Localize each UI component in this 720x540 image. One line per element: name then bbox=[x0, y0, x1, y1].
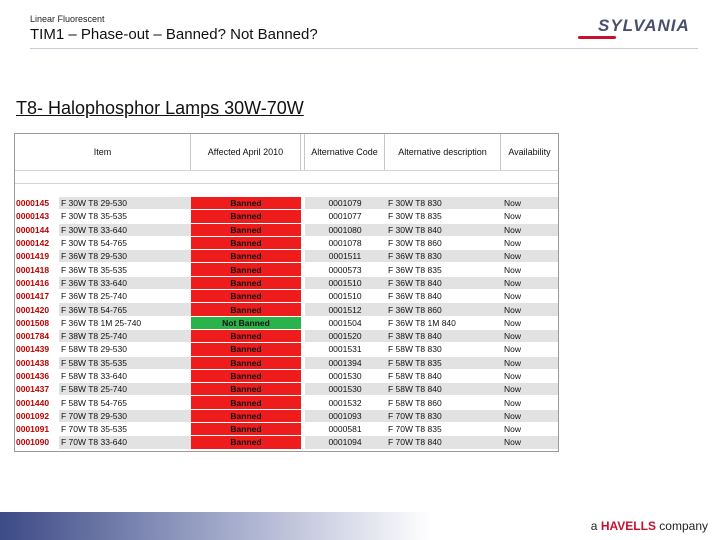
table-row bbox=[15, 262, 558, 275]
table-row bbox=[15, 316, 558, 329]
item-name-cell: F 58W T8 33-640 bbox=[59, 370, 191, 382]
header-item: Item bbox=[15, 134, 191, 170]
item-code-cell: 0001418 bbox=[15, 263, 59, 275]
table-row bbox=[15, 236, 558, 249]
item-name-cell: F 36W T8 35-535 bbox=[59, 263, 191, 275]
availability-cell: Now bbox=[501, 237, 558, 249]
item-name-cell: F 70W T8 29-530 bbox=[59, 410, 191, 422]
item-code-cell: 0001417 bbox=[15, 290, 59, 302]
affected-status-cell: Banned bbox=[191, 263, 301, 275]
alternative-description-cell: F 36W T8 1M 840 bbox=[385, 317, 501, 329]
alternative-description-cell: F 36W T8 840 bbox=[385, 290, 501, 302]
footer-band bbox=[0, 512, 720, 540]
alternative-code-cell: 0001532 bbox=[305, 396, 385, 408]
item-code-cell: 0001440 bbox=[15, 396, 59, 408]
alternative-code-cell: 0001530 bbox=[305, 370, 385, 382]
alternative-code-cell: 0001078 bbox=[305, 237, 385, 249]
affected-status-cell: Banned bbox=[191, 277, 301, 289]
item-name-cell: F 38W T8 25-740 bbox=[59, 330, 191, 342]
item-code-cell: 0001419 bbox=[15, 250, 59, 262]
alternative-description-cell: F 70W T8 840 bbox=[385, 436, 501, 448]
table-row bbox=[15, 196, 558, 209]
alternative-description-cell: F 70W T8 835 bbox=[385, 423, 501, 435]
logo-text: SYLVANIA bbox=[598, 16, 690, 35]
affected-status-cell: Banned bbox=[191, 357, 301, 369]
alternative-code-cell: 0001394 bbox=[305, 357, 385, 369]
alternative-code-cell: 0001531 bbox=[305, 343, 385, 355]
phase-out-table bbox=[14, 133, 559, 452]
table-row bbox=[15, 369, 558, 382]
table-row bbox=[15, 249, 558, 262]
item-code-cell: 0000145 bbox=[15, 197, 59, 209]
table-row bbox=[15, 395, 558, 408]
table-row bbox=[15, 289, 558, 302]
item-code-cell: 0001438 bbox=[15, 357, 59, 369]
availability-cell: Now bbox=[501, 383, 558, 395]
table-row bbox=[15, 435, 558, 448]
table-row bbox=[15, 409, 558, 422]
item-name-cell: F 36W T8 1M 25-740 bbox=[59, 317, 191, 329]
item-name-cell: F 36W T8 33-640 bbox=[59, 277, 191, 289]
alternative-code-cell: 0001094 bbox=[305, 436, 385, 448]
alternative-description-cell: F 58W T8 840 bbox=[385, 370, 501, 382]
alternative-description-cell: F 30W T8 840 bbox=[385, 224, 501, 236]
item-code-cell: 0001090 bbox=[15, 436, 59, 448]
alternative-code-cell: 0001080 bbox=[305, 224, 385, 236]
alternative-description-cell: F 30W T8 830 bbox=[385, 197, 501, 209]
item-name-cell: F 30W T8 33-640 bbox=[59, 224, 191, 236]
table-spacer-row bbox=[15, 170, 558, 184]
table-spacer-row bbox=[15, 183, 558, 197]
affected-status-cell: Banned bbox=[191, 396, 301, 408]
table-row bbox=[15, 276, 558, 289]
affected-status-cell: Banned bbox=[191, 330, 301, 342]
availability-cell: Now bbox=[501, 303, 558, 315]
item-code-cell: 0001508 bbox=[15, 317, 59, 329]
alternative-description-cell: F 38W T8 840 bbox=[385, 330, 501, 342]
alternative-code-cell: 0001510 bbox=[305, 290, 385, 302]
alternative-description-cell: F 36W T8 835 bbox=[385, 263, 501, 275]
item-code-cell: 0001420 bbox=[15, 303, 59, 315]
alternative-code-cell: 0001520 bbox=[305, 330, 385, 342]
availability-cell: Now bbox=[501, 290, 558, 302]
table-row bbox=[15, 356, 558, 369]
item-code-cell: 0001092 bbox=[15, 410, 59, 422]
alternative-description-cell: F 58W T8 835 bbox=[385, 357, 501, 369]
tagline-prefix: a bbox=[590, 519, 598, 533]
affected-status-cell: Banned bbox=[191, 423, 301, 435]
affected-status-cell: Banned bbox=[191, 250, 301, 262]
table-row bbox=[15, 342, 558, 355]
item-name-cell: F 30W T8 35-535 bbox=[59, 210, 191, 222]
alternative-code-cell: 0000581 bbox=[305, 423, 385, 435]
item-name-cell: F 30W T8 29-530 bbox=[59, 197, 191, 209]
item-name-cell: F 36W T8 54-765 bbox=[59, 303, 191, 315]
item-code-cell: 0001437 bbox=[15, 383, 59, 395]
availability-cell: Now bbox=[501, 436, 558, 448]
item-name-cell: F 36W T8 29-530 bbox=[59, 250, 191, 262]
title-rule bbox=[30, 48, 698, 49]
alternative-code-cell: 0001504 bbox=[305, 317, 385, 329]
item-name-cell: F 58W T8 29-530 bbox=[59, 343, 191, 355]
affected-status-cell: Banned bbox=[191, 303, 301, 315]
table-row bbox=[15, 209, 558, 222]
header-affected: Affected April 2010 bbox=[191, 134, 301, 170]
item-code-cell: 0000143 bbox=[15, 210, 59, 222]
alternative-description-cell: F 36W T8 840 bbox=[385, 277, 501, 289]
affected-status-cell: Banned bbox=[191, 383, 301, 395]
table-row bbox=[15, 422, 558, 435]
affected-status-cell: Not Banned bbox=[191, 317, 301, 329]
availability-cell: Now bbox=[501, 197, 558, 209]
item-code-cell: 0000144 bbox=[15, 224, 59, 236]
affected-status-cell: Banned bbox=[191, 224, 301, 236]
table-row bbox=[15, 302, 558, 315]
affected-status-cell: Banned bbox=[191, 210, 301, 222]
availability-cell: Now bbox=[501, 250, 558, 262]
header-availability: Availability bbox=[508, 147, 551, 157]
affected-status-cell: Banned bbox=[191, 436, 301, 448]
alternative-code-cell: 0001510 bbox=[305, 277, 385, 289]
affected-status-cell: Banned bbox=[191, 237, 301, 249]
availability-cell: Now bbox=[501, 343, 558, 355]
item-name-cell: F 30W T8 54-765 bbox=[59, 237, 191, 249]
sylvania-logo bbox=[578, 16, 698, 44]
havells-tagline bbox=[591, 519, 708, 533]
alternative-code-cell: 0001511 bbox=[305, 250, 385, 262]
availability-cell: Now bbox=[501, 263, 558, 275]
logo-swoosh-icon bbox=[578, 36, 616, 39]
item-name-cell: F 58W T8 54-765 bbox=[59, 396, 191, 408]
alternative-description-cell: F 58W T8 840 bbox=[385, 383, 501, 395]
item-name-cell: F 36W T8 25-740 bbox=[59, 290, 191, 302]
item-code-cell: 0001439 bbox=[15, 343, 59, 355]
alternative-code-cell: 0001079 bbox=[305, 197, 385, 209]
header-alt-code: Alternative Code bbox=[305, 134, 385, 170]
item-code-cell: 0001784 bbox=[15, 330, 59, 342]
item-name-cell: F 58W T8 35-535 bbox=[59, 357, 191, 369]
item-code-cell: 0001416 bbox=[15, 277, 59, 289]
item-code-cell: 0000142 bbox=[15, 237, 59, 249]
item-name-cell: F 70W T8 35-535 bbox=[59, 423, 191, 435]
alternative-code-cell: 0001512 bbox=[305, 303, 385, 315]
tagline-suffix: company bbox=[659, 519, 708, 533]
slide-subtitle: Linear Fluorescent bbox=[30, 14, 105, 24]
slide-title: TIM1 – Phase-out – Banned? Not Banned? bbox=[30, 26, 318, 43]
alternative-description-cell: F 58W T8 860 bbox=[385, 396, 501, 408]
availability-cell: Now bbox=[501, 410, 558, 422]
affected-status-cell: Banned bbox=[191, 410, 301, 422]
table-row bbox=[15, 223, 558, 236]
availability-cell: Now bbox=[501, 370, 558, 382]
availability-cell: Now bbox=[501, 224, 558, 236]
item-name-cell: F 58W T8 25-740 bbox=[59, 383, 191, 395]
table-row bbox=[15, 329, 558, 342]
availability-cell: Now bbox=[501, 423, 558, 435]
alternative-description-cell: F 58W T8 830 bbox=[385, 343, 501, 355]
alternative-code-cell: 0001530 bbox=[305, 383, 385, 395]
alternative-description-cell: F 30W T8 835 bbox=[385, 210, 501, 222]
alternative-description-cell: F 36W T8 860 bbox=[385, 303, 501, 315]
alternative-description-cell: F 70W T8 830 bbox=[385, 410, 501, 422]
availability-cell: Now bbox=[501, 330, 558, 342]
table-header bbox=[15, 134, 558, 170]
item-code-cell: 0001091 bbox=[15, 423, 59, 435]
header-alt-desc: Alternative description bbox=[385, 134, 501, 170]
havells-brand: HAVELLS bbox=[600, 519, 656, 533]
alternative-code-cell: 0000573 bbox=[305, 263, 385, 275]
section-heading: T8- Halophosphor Lamps 30W-70W bbox=[16, 98, 304, 118]
table-row bbox=[15, 382, 558, 395]
availability-cell: Now bbox=[501, 277, 558, 289]
availability-cell: Now bbox=[501, 317, 558, 329]
alternative-code-cell: 0001077 bbox=[305, 210, 385, 222]
table-body bbox=[15, 196, 558, 449]
item-name-cell: F 70W T8 33-640 bbox=[59, 436, 191, 448]
alternative-code-cell: 0001093 bbox=[305, 410, 385, 422]
alternative-description-cell: F 36W T8 830 bbox=[385, 250, 501, 262]
affected-status-cell: Banned bbox=[191, 370, 301, 382]
affected-status-cell: Banned bbox=[191, 290, 301, 302]
alternative-description-cell: F 30W T8 860 bbox=[385, 237, 501, 249]
availability-cell: Now bbox=[501, 357, 558, 369]
availability-cell: Now bbox=[501, 210, 558, 222]
item-code-cell: 0001436 bbox=[15, 370, 59, 382]
affected-status-cell: Banned bbox=[191, 197, 301, 209]
availability-cell: Now bbox=[501, 396, 558, 408]
affected-status-cell: Banned bbox=[191, 343, 301, 355]
